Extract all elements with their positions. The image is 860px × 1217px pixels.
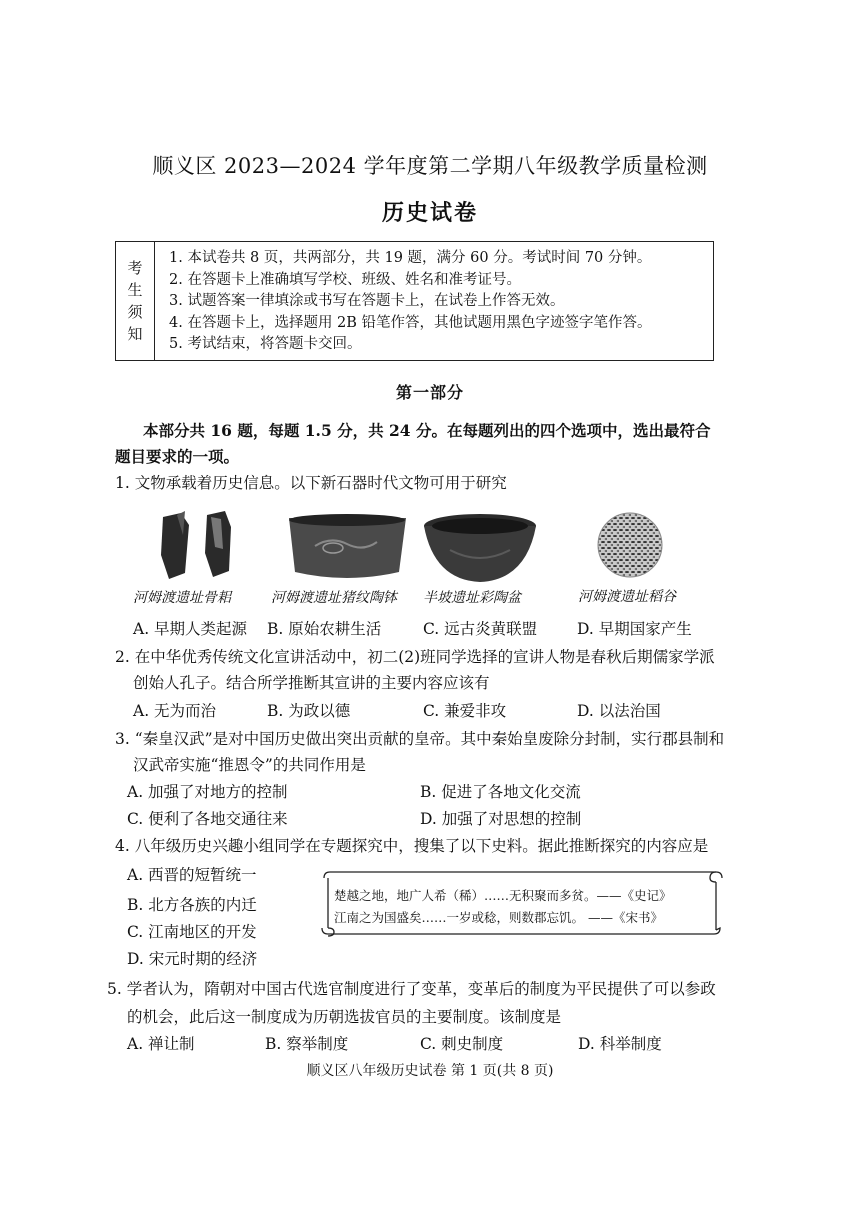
q3-option-c: C. 便利了各地交通往来 — [127, 810, 288, 828]
q4-option-d: D. 宋元时期的经济 — [127, 950, 258, 968]
notice-label-char: 须 — [127, 303, 143, 321]
question-1-stem: 1. 文物承载着历史信息。以下新石器时代文物可用于研究 — [115, 474, 507, 492]
q2-option-b: B. 为政以德 — [267, 702, 351, 720]
pottery-bowl-image — [285, 510, 410, 585]
part-description: 本部分共 16 题，每题 1.5 分，共 24 分。在每题列出的四个选项中，选出最符合题目要求的一项。 — [115, 421, 711, 466]
bone-spade-image — [155, 505, 245, 585]
caption-bone-spade: 河姆渡遗址骨耜 — [133, 590, 231, 606]
caption-rice-grains: 河姆渡遗址稻谷 — [578, 589, 676, 605]
question-2-stem-line1: 2. 在中华优秀传统文化宣讲活动中，初二(2)班同学选择的宣讲人物是春秋后期儒家学派 — [115, 648, 715, 666]
notice-box — [115, 241, 714, 361]
notice-item: 4. 在答题卡上，选择题用 2B 铅笔作答，其他试题用黑色字迹签字笔作答。 — [169, 314, 652, 331]
q2-option-a: A. 无为而治 — [133, 702, 217, 720]
q2-option-c: C. 兼爱非攻 — [423, 702, 507, 720]
question-3-stem-line2: 汉武帝实施“推恩令”的共同作用是 — [133, 756, 366, 774]
q1-option-a: A. 早期人类起源 — [133, 620, 248, 638]
q3-option-d: D. 加强了对思想的控制 — [420, 810, 582, 828]
question-3-stem-line1: 3. “秦皇汉武”是对中国历史做出突出贡献的皇帝。其中秦始皇废除分封制，实行郡县制和 — [115, 730, 725, 748]
q5-option-a: A. 禅让制 — [127, 1035, 195, 1053]
page-footer: 顺义区八年级历史试卷 第 1 页(共 8 页) — [306, 1063, 554, 1079]
question-4-stem: 4. 八年级历史兴趣小组同学在专题探究中，搜集了以下史料。据此推断探究的内容应是 — [115, 837, 709, 855]
q5-option-d: D. 科举制度 — [578, 1035, 662, 1053]
q2-option-d: D. 以法治国 — [577, 702, 661, 720]
q5-option-b: B. 察举制度 — [265, 1035, 349, 1053]
q5-option-c: C. 刺史制度 — [420, 1035, 504, 1053]
notice-label-char: 考 — [127, 259, 143, 277]
notice-item: 5. 考试结束，将答题卡交回。 — [169, 336, 362, 352]
q1-option-b: B. 原始农耕生活 — [267, 620, 382, 638]
caption-painted-basin: 半坡遗址彩陶盆 — [423, 590, 521, 606]
q4-option-c: C. 江南地区的开发 — [127, 923, 257, 941]
notice-item: 3. 试题答案一律填涂或书写在答题卡上，在试卷上作答无效。 — [169, 293, 565, 309]
painted-basin-image — [420, 510, 540, 585]
q3-option-a: A. 加强了对地方的控制 — [127, 783, 288, 801]
question-5-stem-line2: 的机会，此后这一制度成为历朝选拔官员的主要制度。该制度是 — [127, 1008, 562, 1026]
notice-list — [155, 242, 652, 360]
quote-shiji: 楚越之地，地广人希（稀）……无积聚而多贫。——《史记》 — [334, 888, 672, 903]
notice-label — [116, 242, 155, 360]
exam-subtitle: 历史试卷 — [381, 200, 478, 226]
question-2-stem-line2: 创始人孔子。结合所学推断其宣讲的主要内容应该有 — [133, 674, 490, 692]
notice-label-char: 知 — [127, 325, 143, 343]
q3-option-b: B. 促进了各地文化交流 — [420, 783, 581, 801]
part-title: 第一部分 — [395, 383, 464, 402]
notice-label-char: 生 — [127, 281, 143, 299]
caption-pottery-bowl: 河姆渡遗址猪纹陶钵 — [271, 590, 397, 606]
rice-grains-image — [595, 510, 665, 580]
notice-item: 2. 在答题卡上准确填写学校、班级、姓名和准考证号。 — [169, 271, 521, 288]
notice-item: 1. 本试卷共 8 页，共两部分，共 19 题，满分 60 分。考试时间 70 分钟。 — [169, 250, 652, 266]
q4-option-a: A. 西晋的短暂统一 — [127, 866, 257, 884]
q1-option-d: D. 早期国家产生 — [577, 620, 692, 638]
question-5-stem-line1: 5. 学者认为，隋朝对中国古代选官制度进行了变革，变革后的制度为平民提供了可以参政 — [107, 980, 716, 998]
q1-option-c: C. 远古炎黄联盟 — [423, 620, 538, 638]
quote-songshu: 江南之为国盛矣……一岁或稔，则数郡忘饥。 ——《宋书》 — [334, 910, 663, 925]
exam-title: 顺义区 2023—2024 学年度第二学期八年级教学质量检测 — [152, 154, 708, 178]
q4-option-b: B. 北方各族的内迁 — [127, 896, 257, 914]
